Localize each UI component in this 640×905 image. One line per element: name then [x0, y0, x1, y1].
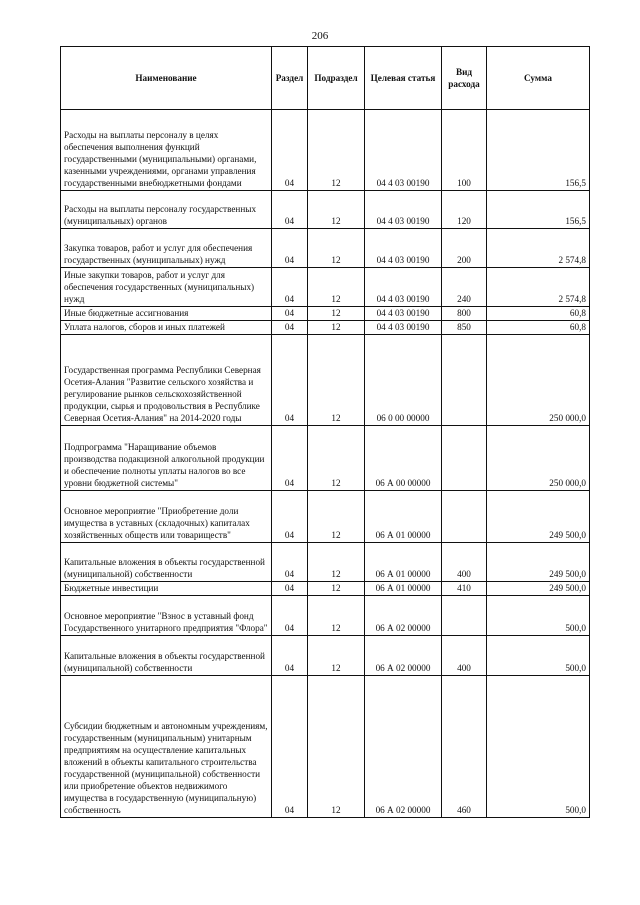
table-row	[61, 636, 590, 676]
cell-section: 04	[272, 110, 308, 191]
cell-target: 06 А 02 00000	[365, 596, 442, 636]
cell-amount: 60,8	[487, 307, 590, 321]
cell-section: 04	[272, 335, 308, 426]
cell-name: Основное мероприятие "Взнос в уставный фонд Государственного унитарного предприятия "Флора"	[61, 596, 272, 636]
cell-section: 04	[272, 543, 308, 582]
cell-type: 400	[442, 636, 487, 676]
cell-subsection: 12	[308, 491, 365, 543]
cell-amount: 2 574,8	[487, 268, 590, 307]
table-row	[61, 491, 590, 543]
cell-subsection: 12	[308, 335, 365, 426]
cell-amount: 500,0	[487, 596, 590, 636]
cell-amount: 500,0	[487, 676, 590, 818]
table-row	[61, 676, 590, 818]
cell-section: 04	[272, 582, 308, 596]
page-number: 206	[311, 30, 329, 42]
table-row	[61, 543, 590, 582]
cell-target: 04 4 03 00190	[365, 229, 442, 268]
cell-target: 04 4 03 00190	[365, 321, 442, 335]
table-row	[61, 110, 590, 191]
cell-target: 06 А 02 00000	[365, 676, 442, 818]
cell-subsection: 12	[308, 543, 365, 582]
cell-amount: 249 500,0	[487, 582, 590, 596]
cell-name: Бюджетные инвестиции	[61, 582, 272, 596]
header-name: Наименование	[61, 47, 272, 110]
header-target: Целевая статья	[365, 47, 442, 110]
table-row	[61, 596, 590, 636]
cell-subsection: 12	[308, 596, 365, 636]
cell-name: Расходы на выплаты персоналу в целях обеспечения выполнения функций государственными (муниципальными) органами, казенными учреждениями, органами управления государственными внебюджетными фондами	[61, 110, 272, 191]
cell-target: 06 А 01 00000	[365, 582, 442, 596]
cell-target: 06 А 01 00000	[365, 543, 442, 582]
table-row	[61, 335, 590, 426]
cell-section: 04	[272, 491, 308, 543]
cell-type	[442, 426, 487, 491]
cell-type: 460	[442, 676, 487, 818]
cell-name: Уплата налогов, сборов и иных платежей	[61, 321, 272, 335]
cell-target: 04 4 03 00190	[365, 307, 442, 321]
cell-type: 200	[442, 229, 487, 268]
cell-target: 06 0 00 00000	[365, 335, 442, 426]
cell-type: 410	[442, 582, 487, 596]
cell-name: Государственная программа Республики Северная Осетия-Алания "Развитие сельского хозяйства и регулирование рынков сельскохозяйственной продукции, сырья и продовольствия в Республике Северная Осетия-Алания" на 2014-2020 годы	[61, 335, 272, 426]
budget-table	[60, 46, 590, 818]
header-subsection: Подраздел	[308, 47, 365, 110]
cell-target: 06 А 02 00000	[365, 636, 442, 676]
cell-target: 06 А 00 00000	[365, 426, 442, 491]
cell-amount: 500,0	[487, 636, 590, 676]
cell-type: 240	[442, 268, 487, 307]
cell-section: 04	[272, 307, 308, 321]
cell-section: 04	[272, 268, 308, 307]
cell-name: Капитальные вложения в объекты государственной (муниципальной) собственности	[61, 636, 272, 676]
cell-name: Капитальные вложения в объекты государственной (муниципальной) собственности	[61, 543, 272, 582]
cell-amount: 156,5	[487, 110, 590, 191]
cell-name: Расходы на выплаты персоналу государственных (муниципальных) органов	[61, 191, 272, 229]
cell-amount: 2 574,8	[487, 229, 590, 268]
cell-subsection: 12	[308, 582, 365, 596]
cell-name: Подпрограмма "Наращивание объемов производства подакцизной алкогольной продукции и обеспечение полноты уплаты налогов во все уровни бюджетной системы"	[61, 426, 272, 491]
cell-section: 04	[272, 676, 308, 818]
cell-subsection: 12	[308, 676, 365, 818]
cell-target: 04 4 03 00190	[365, 268, 442, 307]
table-row	[61, 191, 590, 229]
cell-name: Закупка товаров, работ и услуг для обеспечения государственных (муниципальных) нужд	[61, 229, 272, 268]
cell-subsection: 12	[308, 321, 365, 335]
table-row	[61, 582, 590, 596]
header-section: Раздел	[272, 47, 308, 110]
cell-target: 04 4 03 00190	[365, 191, 442, 229]
cell-type: 850	[442, 321, 487, 335]
table-row	[61, 268, 590, 307]
cell-name: Иные закупки товаров, работ и услуг для обеспечения государственных (муниципальных) нужд	[61, 268, 272, 307]
header-amount: Сумма	[487, 47, 590, 110]
cell-target: 04 4 03 00190	[365, 110, 442, 191]
cell-subsection: 12	[308, 307, 365, 321]
cell-name: Иные бюджетные ассигнования	[61, 307, 272, 321]
cell-section: 04	[272, 636, 308, 676]
cell-target: 06 А 01 00000	[365, 491, 442, 543]
cell-section: 04	[272, 596, 308, 636]
cell-section: 04	[272, 426, 308, 491]
table-row	[61, 307, 590, 321]
cell-section: 04	[272, 321, 308, 335]
cell-amount: 249 500,0	[487, 543, 590, 582]
cell-subsection: 12	[308, 636, 365, 676]
header-expense-type: Вид расхода	[442, 47, 487, 110]
cell-type: 100	[442, 110, 487, 191]
cell-section: 04	[272, 191, 308, 229]
cell-subsection: 12	[308, 268, 365, 307]
cell-type: 800	[442, 307, 487, 321]
cell-amount: 249 500,0	[487, 491, 590, 543]
cell-subsection: 12	[308, 191, 365, 229]
cell-amount: 60,8	[487, 321, 590, 335]
cell-amount: 250 000,0	[487, 335, 590, 426]
cell-subsection: 12	[308, 110, 365, 191]
cell-subsection: 12	[308, 229, 365, 268]
cell-type: 120	[442, 191, 487, 229]
table-row	[61, 426, 590, 491]
cell-name: Субсидии бюджетным и автономным учреждениям, государственным (муниципальным) унитарным предприятиям на осуществление капитальных вложений в объекты капитального строительства государственной (муниципальной) собственности или приобретение объектов недвижимого имущества в государственную (муниципальную) собственность	[61, 676, 272, 818]
cell-type: 400	[442, 543, 487, 582]
cell-name: Основное мероприятие "Приобретение доли имущества в уставных (складочных) капиталах хозяйственных обществ или товариществ"	[61, 491, 272, 543]
cell-type	[442, 335, 487, 426]
cell-amount: 250 000,0	[487, 426, 590, 491]
cell-type	[442, 596, 487, 636]
cell-type	[442, 491, 487, 543]
table-row	[61, 229, 590, 268]
cell-amount: 156,5	[487, 191, 590, 229]
cell-subsection: 12	[308, 426, 365, 491]
header-row	[61, 47, 590, 110]
cell-section: 04	[272, 229, 308, 268]
table-row	[61, 321, 590, 335]
